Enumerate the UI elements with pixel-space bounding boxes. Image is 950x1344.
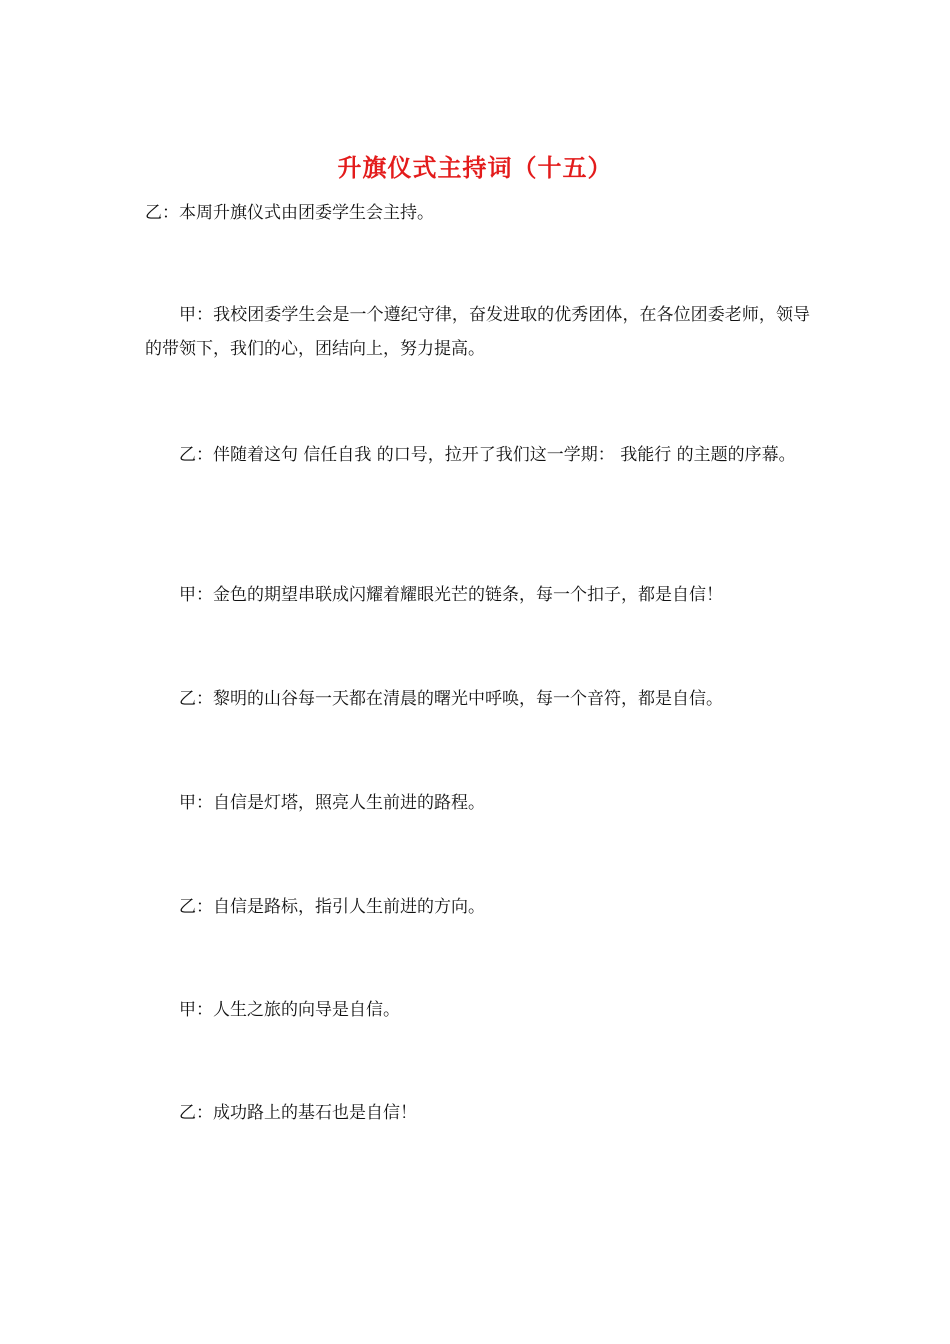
- paragraph-2: 甲：我校团委学生会是一个遵纪守律，奋发进取的优秀团体，在各位团委老师，领导的带领下，我们的心，团结向上，努力提高。: [145, 305, 810, 359]
- paragraph-3: 乙：伴随着这句 信任自我 的口号，拉开了我们这一学期： 我能行 的主题的序幕。: [179, 445, 796, 465]
- paragraph-5: 乙：黎明的山谷每一天都在清晨的曙光中呼唤，每一个音符，都是自信。: [179, 689, 723, 709]
- paragraph-6: 甲：自信是灯塔，照亮人生前进的路程。: [179, 793, 485, 813]
- paragraph-9: 乙：成功路上的基石也是自信！: [179, 1103, 417, 1123]
- document-title: 升旗仪式主持词（十五）: [337, 153, 613, 182]
- paragraph-1: 乙：本周升旗仪式由团委学生会主持。: [145, 203, 434, 223]
- paragraph-4: 甲：金色的期望串联成闪耀着耀眼光芒的链条，每一个扣子，都是自信！: [179, 585, 723, 605]
- paragraph-7: 乙：自信是路标，指引人生前进的方向。: [179, 897, 485, 917]
- paragraph-8: 甲：人生之旅的向导是自信。: [179, 1000, 400, 1020]
